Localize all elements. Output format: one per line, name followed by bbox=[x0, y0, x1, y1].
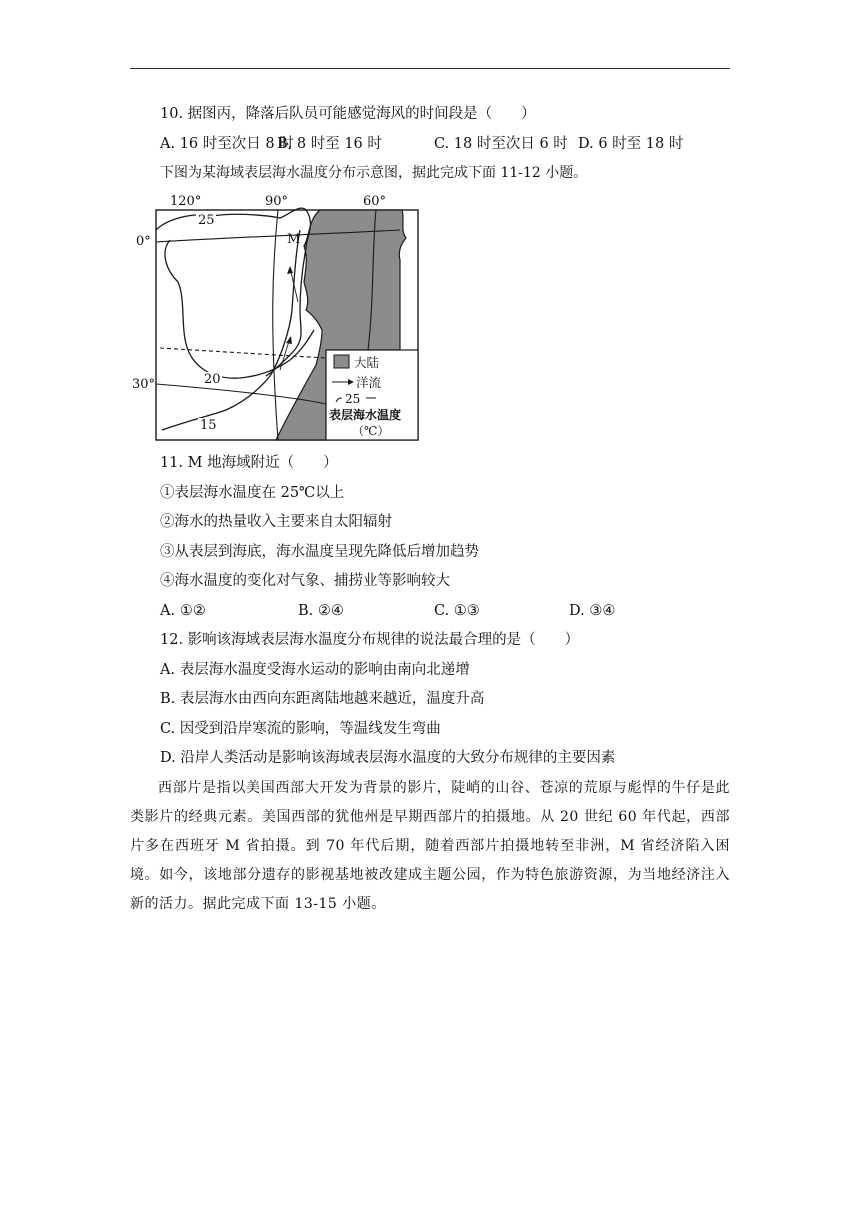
q12-option-c[interactable]: C. 因受到沿岸寒流的影响，等温线发生弯曲 bbox=[160, 721, 441, 737]
lon-label-60: 60° bbox=[363, 194, 387, 209]
lat-label-30: 30° bbox=[132, 377, 156, 392]
q10-option-c[interactable]: C. 18 时至次日 6 时 bbox=[434, 136, 568, 152]
q11-statement-3: ③从表层到海底，海水温度呈现先降低后增加趋势 bbox=[160, 544, 479, 560]
legend-land-swatch bbox=[334, 355, 349, 368]
q10-option-d[interactable]: D. 6 时至 18 时 bbox=[578, 136, 684, 152]
q11-statement-4: ④海水温度的变化对气象、捕捞业等影响较大 bbox=[160, 573, 450, 589]
q12-stem: 12. 影响该海域表层海水温度分布规律的说法最合理的是（ ） bbox=[160, 632, 580, 648]
isotherm-label-25: 25 bbox=[198, 213, 215, 228]
isotherm-label-20: 20 bbox=[204, 372, 221, 387]
q11-option-d[interactable]: D. ③④ bbox=[569, 603, 616, 619]
isotherm-label-15: 15 bbox=[200, 418, 217, 433]
legend-isotherm-title: 表层海水温度 bbox=[329, 408, 402, 422]
legend-land-label: 大陆 bbox=[354, 355, 380, 370]
lon-label-120: 120° bbox=[170, 194, 202, 209]
lat-label-0: 0° bbox=[136, 234, 151, 249]
point-m: M bbox=[287, 232, 301, 247]
q11-statement-2: ②海水的热量收入主要来自太阳辐射 bbox=[160, 514, 392, 530]
intro-11-12: 下图为某海域表层海水温度分布示意图，据此完成下面 11-12 小题。 bbox=[160, 165, 588, 181]
q10-stem: 10. 据图丙，降落后队员可能感觉海风的时间段是（ ） bbox=[160, 106, 536, 122]
q11-option-c[interactable]: C. ①③ bbox=[434, 603, 480, 619]
q11-stem: 11. M 地海域附近（ ） bbox=[160, 455, 338, 471]
q10-option-a[interactable]: A. 16 时至次日 8 时 bbox=[160, 136, 294, 152]
isotherm-15 bbox=[162, 230, 300, 430]
lon-label-90: 90° bbox=[265, 194, 289, 209]
passage-text: 西部片是指以美国西部大开发为背景的影片，陡峭的山谷、苍凉的荒原与彪悍的牛仔是此类影片的经典元素。美国西部的犹他州是早期西部片的拍摄地。从 20 世纪 60 年代起，西部片多在西班牙 M 省拍摄。到 70 年代后期，随着西部片拍摄地转至非洲，M 省经济陷入困境。如今，该地部分遗存的影视基地被改建成主题公园，作为特色旅游资源，为当地经济注入新的活力。据此完成下面 13-15 小题。 bbox=[130, 780, 730, 912]
sea-temperature-map bbox=[130, 190, 430, 445]
q12-option-b[interactable]: B. 表层海水由西向东距离陆地越来越近，温度升高 bbox=[160, 691, 485, 707]
q11-option-a[interactable]: A. ①② bbox=[160, 603, 206, 619]
meridian-90 bbox=[273, 210, 278, 440]
q12-option-a[interactable]: A. 表层海水温度受海水运动的影响由南向北递增 bbox=[160, 662, 470, 678]
q11-statement-1: ①表层海水温度在 25℃以上 bbox=[160, 485, 345, 501]
q11-option-b[interactable]: B. ②④ bbox=[298, 603, 344, 619]
q12-option-d[interactable]: D. 沿岸人类活动是影响该海域表层海水温度的大致分布规律的主要因素 bbox=[160, 750, 616, 766]
legend-isotherm-value: 25 bbox=[345, 392, 361, 406]
legend-current-label: 洋流 bbox=[356, 375, 382, 390]
header-rule bbox=[130, 68, 730, 69]
legend-unit: （℃） bbox=[352, 424, 390, 438]
passage-13-15 bbox=[130, 774, 730, 919]
q10-option-b[interactable]: B. 8 时至 16 时 bbox=[277, 136, 382, 152]
